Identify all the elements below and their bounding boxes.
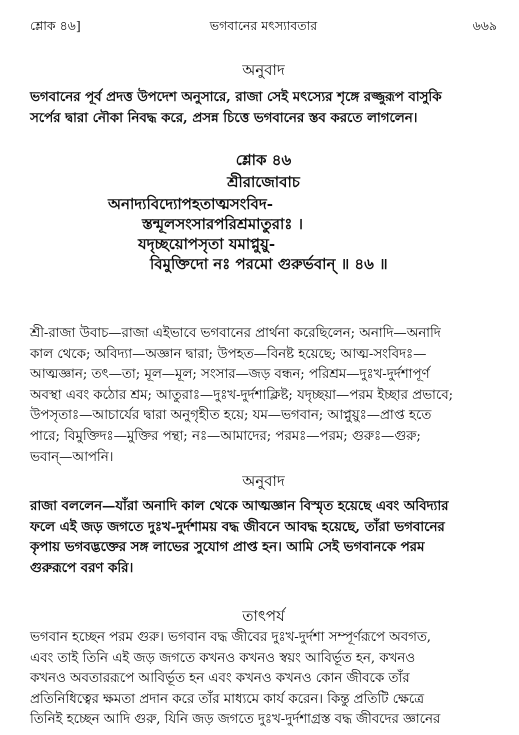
synonyms-line: কাল থেকে; অবিদ্যা—অজ্ঞান দ্বারা; উপহত—বিনষ্ট হয়েছে; আত্ম-সংবিদঃ— — [30, 346, 427, 362]
verse-section — [30, 150, 497, 274]
running-header — [30, 18, 497, 36]
verse-line: বিমুক্তিদো নঃ পরমো গুরুর্ভবান্‌ ॥ ৪৬ ॥ — [150, 255, 388, 273]
text-line: সর্পের দ্বারা নৌকা নিবদ্ধ করে, প্রসন্ন চিত্তে ভগবানের স্তব করতে লাগলেন। — [30, 110, 418, 126]
translation-heading-2: অনুবাদ — [242, 472, 285, 490]
text-line: ভগবানের পূর্ব প্রদত্ত উপদেশ অনুসারে, রাজা সেই মৎস্যের শৃঙ্গে রজ্জুরূপ বাসুকি — [30, 90, 442, 105]
text-line: গুরুরূপে বরণ করি। — [30, 560, 134, 576]
translation-text-2 — [30, 497, 497, 579]
verse-number: শ্লোক ৪৬ — [235, 151, 292, 169]
text-line: এবং তাই তিনি এই জড় জগতে কখনও কখনও স্বয়ং আবির্ভূত হন, কখনও — [30, 650, 416, 666]
header-verse-ref: শ্লোক ৪৬] — [30, 18, 81, 33]
text-line: প্রতিনিধিত্বের ক্ষমতা প্রদান করে তাঁর মাধ্যমে কার্য করেন। কিন্তু প্রতিটি ক্ষেত্রে — [30, 691, 424, 707]
text-line: তিনিই হচ্ছেন আদি গুরু, যিনি জড় জগতে দুঃখ-দুর্দশাগ্রস্ত বদ্ধ জীবদের জ্ঞানের — [30, 712, 441, 728]
verse-line: স্তন্মূলসংসারপরিশ্রমাতুরাঃ । — [142, 215, 303, 233]
verse-line: অনাদ্যবিদ্যোপহতাত্মসংবিদ- — [108, 195, 274, 213]
text-line: ফলে এই জড় জগতে দুঃখ-দুর্দশাময় বদ্ধ জীবনে আবদ্ধ হয়েছে, তাঁরা ভগবানের — [30, 519, 445, 535]
purport-heading: তাৎপর্য — [242, 607, 285, 625]
synonyms-line: আত্মজ্ঞান; তৎ—তা; মূল—মূল; সংসার—জড় বন্ধন; পরিশ্রম—দুঃখ-দুর্দশাপূর্ণ — [30, 367, 430, 383]
verse-speaker: শ্রীরাজোবাচ — [227, 173, 300, 191]
synonyms-section — [30, 324, 497, 468]
purport-section — [30, 606, 497, 731]
verse-line: যদৃচ্ছয়োপসৃতা যমাপ্নুয়ু- — [138, 235, 276, 253]
synonyms-line: ভবান্‌—আপনি। — [30, 449, 114, 465]
header-chapter-title: ভগবানের মৎস্যাবতার — [209, 18, 318, 33]
text-line: রাজা বললেন—যাঁরা অনাদি কাল থেকে আত্মজ্ঞান বিস্মৃত হয়েছে এবং অবিদ্যার — [30, 499, 449, 514]
translation-section-1 — [30, 60, 497, 129]
synonyms-line: অবস্থা এবং কঠোর শ্রম; আতুরাঃ—দুঃখ-দুর্দশাক্লিষ্ট; যদৃচ্ছয়া—পরম ইচ্ছার প্রভাবে; — [30, 387, 454, 403]
translation-section-2 — [30, 471, 497, 579]
synonyms-line: পারে; বিমুক্তিদঃ—মুক্তির পন্থা; নঃ—আমাদের; পরমঃ—পরম; গুরুঃ—গুরু; — [30, 428, 421, 444]
purport-text — [30, 628, 497, 731]
text-line: কখনও অবতাররূপে আবির্ভূত হন এবং কখনও কখনও কোন জীবকে তাঁর — [30, 671, 410, 687]
translation-text-1 — [30, 88, 497, 129]
synonyms-line: উপসৃতাঃ—আচার্যের দ্বারা অনুগৃহীত হয়ে; যম—ভগবান; আপ্নুয়ুঃ—প্রাপ্ত হতে — [30, 408, 432, 424]
header-page-number: ৬৬৯ — [472, 18, 497, 33]
translation-heading-1: অনুবাদ — [242, 61, 285, 79]
text-line: ভগবান হচ্ছেন পরম গুরু। ভগবান বদ্ধ জীবের দুঃখ-দুর্দশা সম্পূর্ণরূপে অবগত, — [30, 630, 432, 645]
text-line: কৃপায় ভগবদ্ভক্তের সঙ্গ লাভের সুযোগ প্রাপ্ত হন। আমি সেই ভগবানকে পরম — [30, 540, 425, 556]
synonyms-line: শ্রী-রাজা উবাচ—রাজা এইভাবে ভগবানের প্রার্থনা করেছিলেন; অনাদি—অনাদি — [30, 326, 441, 341]
